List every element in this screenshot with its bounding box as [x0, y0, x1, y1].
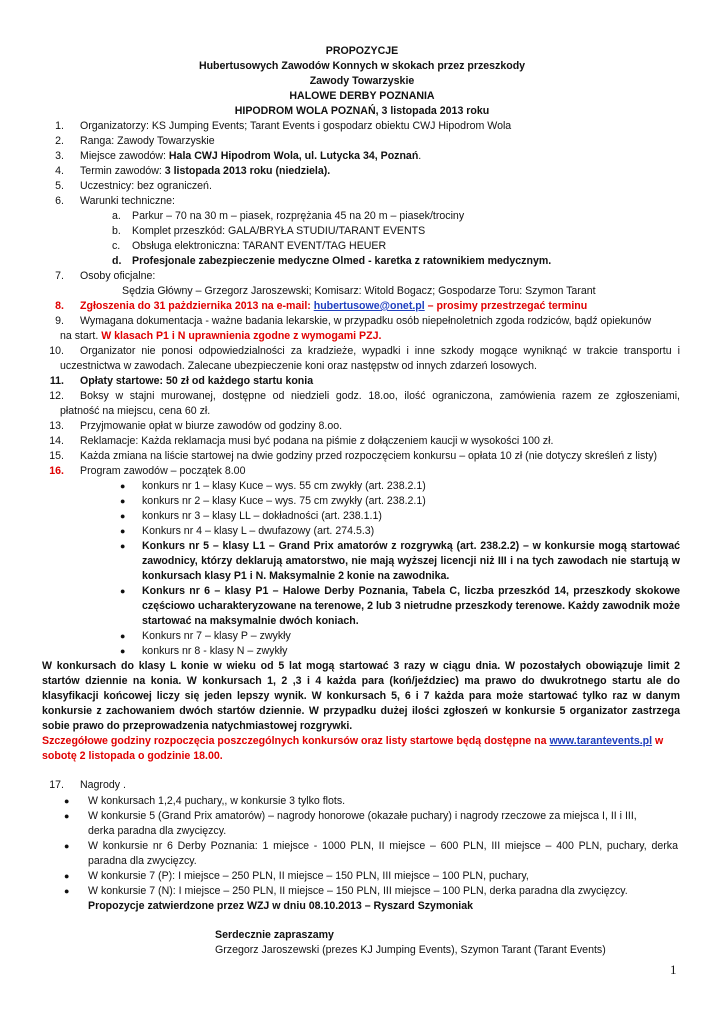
- bullet-icon: ●: [120, 481, 126, 491]
- bullet-icon: ●: [120, 646, 126, 656]
- prize-class-6-cont: paradna dla zwycięzcy.: [88, 855, 197, 867]
- prizes-title: Nagrody .: [80, 779, 126, 791]
- item-number: 13.: [49, 420, 64, 432]
- item-number: 17.: [49, 779, 64, 791]
- item-rank: Ranga: Zawody Towarzyskie: [80, 135, 215, 147]
- sub-letter: b.: [112, 225, 121, 237]
- rules-paragraph-line: konkursie z zachowaniem dwóch startów dziennie. W przypadku dużej ilości zgłoszeń w konkursie 5 organizator zastrzega: [42, 705, 680, 717]
- item-start-list-changes: Każda zmiana na liście startowej na dwie godziny przed rozpoczęciem konkursu – opłata 10 zł (nie dotyczy skreśleń z listy): [80, 450, 658, 462]
- item-number: 5.: [55, 180, 64, 192]
- item-number: 4.: [55, 165, 64, 177]
- item-complaints: Reklamacje: Każda reklamacja musi być podana na piśmie z dołączeniem kaucji w wysokości 100 zł.: [80, 435, 554, 447]
- item-number: 15.: [49, 450, 64, 462]
- approval-note: Propozycje zatwierdzone przez WZJ w dniu 08.10.2013 – Ryszard Szymoniak: [88, 900, 474, 912]
- bullet-icon: ●: [120, 511, 126, 521]
- item-number: 3.: [55, 150, 64, 162]
- item-stables: Boksy w stajni murowanej, dostępne od niedzieli godz. 18.oo, ilość ograniczona, zamówienia razem ze zgłoszeniami,: [80, 390, 680, 402]
- rules-paragraph-line: startów dziennie na konia. W konkursach 1, 2 ,3 i 4 każda para (koń/jeździec) ma prawo do dwukrotnego startu ale do: [42, 675, 680, 687]
- bullet-icon: ●: [120, 586, 126, 596]
- sub-timing: Obsługa elektroniczna: TARANT EVENT/TAG HEUER: [132, 240, 387, 252]
- bullet-icon: ●: [120, 631, 126, 641]
- item-number: 16.: [49, 465, 64, 477]
- doc-title: PROPOZYCJE: [325, 45, 399, 57]
- prize-class-7n: W konkursie 7 (N): I miejsce – 250 PLN, II miejsce – 150 PLN, III miejsce – 100 PLN, derka paradna dla zwycięzcy.: [88, 885, 628, 897]
- item-number: 9.: [55, 315, 64, 327]
- schedule-note-tail: w: [652, 735, 664, 747]
- item-number: 1.: [55, 120, 64, 132]
- item-technical: Warunki techniczne:: [80, 195, 175, 207]
- bullet-icon: ●: [64, 841, 70, 851]
- program-class-2: konkurs nr 2 – klasy Kuce – wys. 75 cm zwykły (art. 238.2.1): [142, 495, 426, 507]
- doc-venue-date: HIPODROM WOLA POZNAŃ, 3 listopada 2013 roku: [234, 105, 490, 117]
- bullet-icon: ●: [64, 871, 70, 881]
- prize-class-6: W konkursie nr 6 Derby Poznania: 1 miejsce - 1000 PLN, II miejsce – 600 PLN, III miejsce – 400 PLN, puchary, derka: [88, 840, 678, 852]
- bullet-icon: ●: [120, 496, 126, 506]
- item-number: 7.: [55, 270, 64, 282]
- item-number: 11.: [49, 375, 64, 387]
- item-liability-cont: uczestnictwa w zawodach. Zalecane ubezpieczenie koni oraz następstw od innych zdarzeń losowych.: [60, 360, 537, 372]
- item-participants: Uczestnicy: bez ograniczeń.: [80, 180, 212, 192]
- sub-letter: a.: [112, 210, 121, 222]
- item-payments: Przyjmowanie opłat w biurze zawodów od godziny 8.oo.: [80, 420, 343, 432]
- item-fees: Opłaty startowe: 50 zł od każdego startu konia: [80, 375, 314, 387]
- item-stables-cont: płatność na miejscu, cena 60 zł.: [60, 405, 211, 417]
- item-entries: [80, 299, 587, 314]
- rules-paragraph: W konkursach do klasy L konie w wieku od 5 lat mogą startować 3 razy w ciągu dnia. W pozostałych obowiązuje limit 2: [42, 660, 680, 672]
- item-number: 10.: [49, 345, 64, 357]
- item-liability: Organizator nie ponosi odpowiedzialności za kradzieże, wypadki i inne szkody mogące wyniknąć w trakcie transportu i: [80, 345, 680, 357]
- item-date: [80, 164, 330, 179]
- program-class-8: konkurs nr 8 - klasy N – zwykły: [142, 645, 288, 657]
- item-number: 12.: [49, 390, 64, 402]
- rules-paragraph-line: klasyfikacji końcowej liczy się jeden lepszy wynik. W konkursach 5, 6 i 7 każda para może startować tylko raz w danym: [42, 690, 680, 702]
- prize-class-7p: W konkursie 7 (P): I miejsce – 250 PLN, II miejsce – 150 PLN, III miejsce – 100 PLN, puchary,: [88, 870, 529, 882]
- item-program: Program zawodów – początek 8.00: [80, 465, 246, 477]
- bullet-icon: ●: [64, 796, 70, 806]
- bullet-icon: ●: [64, 811, 70, 821]
- program-class-3: konkurs nr 3 – klasy LL – dokładności (art. 238.1.1): [142, 510, 382, 522]
- item-venue: Miejsce zawodów: Hala CWJ Hipodrom Wola, ul. Lutycka 34, Poznań.: [80, 150, 422, 162]
- entries-text: Zgłoszenia do 31 pażdziernika 2013 na e-mail:: [80, 300, 314, 312]
- item-date-label: Termin zawodów:: [80, 165, 165, 177]
- item-date-value: 3 listopada 2013 roku (niedziela).: [164, 165, 331, 177]
- schedule-note-text: Szczegółowe godziny rozpoczęcia poszczególnych konkursów oraz listy startowe będą dostępne na: [42, 735, 550, 747]
- schedule-note-end: sobotę 2 listopada o godzinie 18.00.: [42, 750, 223, 762]
- closing-signatures: Grzegorz Jaroszewski (prezes KJ Jumping Events), Szymon Tarant (Tarant Events): [215, 944, 606, 956]
- program-class-5-end: konkursach klasy P1 i N. Maksymalnie 2 konie na zawodnika.: [142, 570, 450, 582]
- sub-letter: c.: [112, 240, 121, 252]
- prize-classes-1-2-4: W konkursach 1,2,4 puchary,, w konkursie 3 tylko flots.: [88, 795, 346, 807]
- item-venue-label: Miejsce zawodów:: [80, 150, 169, 162]
- program-class-7: Konkurs nr 7 – klasy P – zwykły: [142, 630, 291, 642]
- sub-arena: Parkur – 70 na 30 m – piasek, rozprężania 45 na 20 m – piasek/trociny: [132, 210, 465, 222]
- entries-deadline-note: – prosimy przestrzegać terminu: [424, 300, 588, 312]
- item-number: 8.: [55, 300, 64, 312]
- closing-invite: Serdecznie zapraszamy: [215, 929, 334, 941]
- documents-text: na start.: [60, 330, 102, 342]
- documents-pzj-note: W klasach P1 i N uprawnienia zgodne z wymogami PZJ.: [101, 330, 382, 342]
- rules-paragraph-end: sobie prawo do przeprowadzenia natychmiastowej rozgrywki.: [42, 720, 353, 732]
- item-documents-cont: [60, 329, 381, 344]
- program-class-6: Konkurs nr 6 – klasy P1 – Halowe Derby Poznania, Tabela C, liczba przeszkód 14, przeszkody skokowe: [142, 585, 680, 597]
- program-class-4: Konkurs nr 4 – klasy L – dwufazowy (art. 274.5.3): [142, 525, 375, 537]
- doc-subtitle: Hubertusowych Zawodów Konnych w skokach przez przeszkody: [198, 60, 526, 72]
- item-number: 2.: [55, 135, 64, 147]
- program-class-6-end: startować na maksymalnie dwóch koniach.: [142, 615, 359, 627]
- program-class-5-cont: zawodnicy, którzy deklarują amatorstwo, nie mają wyższej licencji niż III i na tych zawodach nie startują w: [142, 555, 680, 567]
- item-documents: Wymagana dokumentacja - ważne badania lekarskie, w przypadku osób niepełnoletnich zgoda rodziców, bądź opiekunów: [80, 315, 652, 327]
- program-class-6-cont: częściowo ucharakteryzowane na terenowe, 2 lub 3 nietrudne przeszkody terenowe. Każdy zawodnik może: [142, 600, 680, 612]
- website-link[interactable]: www.tarantevents.pl: [549, 735, 653, 747]
- program-class-1: konkurs nr 1 – klasy Kuce – wys. 55 cm zwykły (art. 238.2.1): [142, 480, 426, 492]
- entries-email-link[interactable]: hubertusowe@onet.pl: [313, 300, 425, 312]
- doc-event-type: Zawody Towarzyskie: [309, 75, 415, 87]
- item-officials: Osoby oficjalne:: [80, 270, 156, 282]
- prize-class-5-cont: derka paradna dla zwycięzcy.: [88, 825, 227, 837]
- page-number: 1: [670, 962, 677, 977]
- program-class-5: Konkurs nr 5 – klasy L1 – Grand Prix amatorów z rozgrywką (art. 238.2.2) – w konkursie mogą startować: [142, 540, 680, 552]
- item-organizers: Organizatorzy: KS Jumping Events; Tarant Events i gospodarz obiektu CWJ Hipodrom Wola: [80, 120, 512, 132]
- item-number: 14.: [49, 435, 64, 447]
- sub-medical: Profesjonale zabezpieczenie medyczne Olmed - karetka z ratownikiem medycznym.: [132, 255, 552, 267]
- sub-obstacles: Komplet przeszkód: GALA/BRYŁA STUDIU/TARANT EVENTS: [132, 225, 426, 237]
- officials-list: Sędzia Główny – Grzegorz Jaroszewski; Komisarz: Witold Bogacz; Gospodarze Toru: Szymon Tarant: [122, 285, 596, 297]
- bullet-icon: ●: [120, 526, 126, 536]
- bullet-icon: ●: [120, 541, 126, 551]
- item-number: 6.: [55, 195, 64, 207]
- schedule-note: [42, 734, 663, 749]
- sub-letter: d.: [112, 255, 122, 267]
- doc-event-name: HALOWE DERBY POZNANIA: [289, 90, 435, 102]
- prize-class-5: W konkursie 5 (Grand Prix amatorów) – nagrody honorowe (okazałe puchary) i nagrody rzeczowe za miejsca I, II i III,: [88, 810, 637, 822]
- item-venue-value: Hala CWJ Hipodrom Wola, ul. Lutycka 34, Poznań: [168, 150, 419, 162]
- bullet-icon: ●: [64, 886, 70, 896]
